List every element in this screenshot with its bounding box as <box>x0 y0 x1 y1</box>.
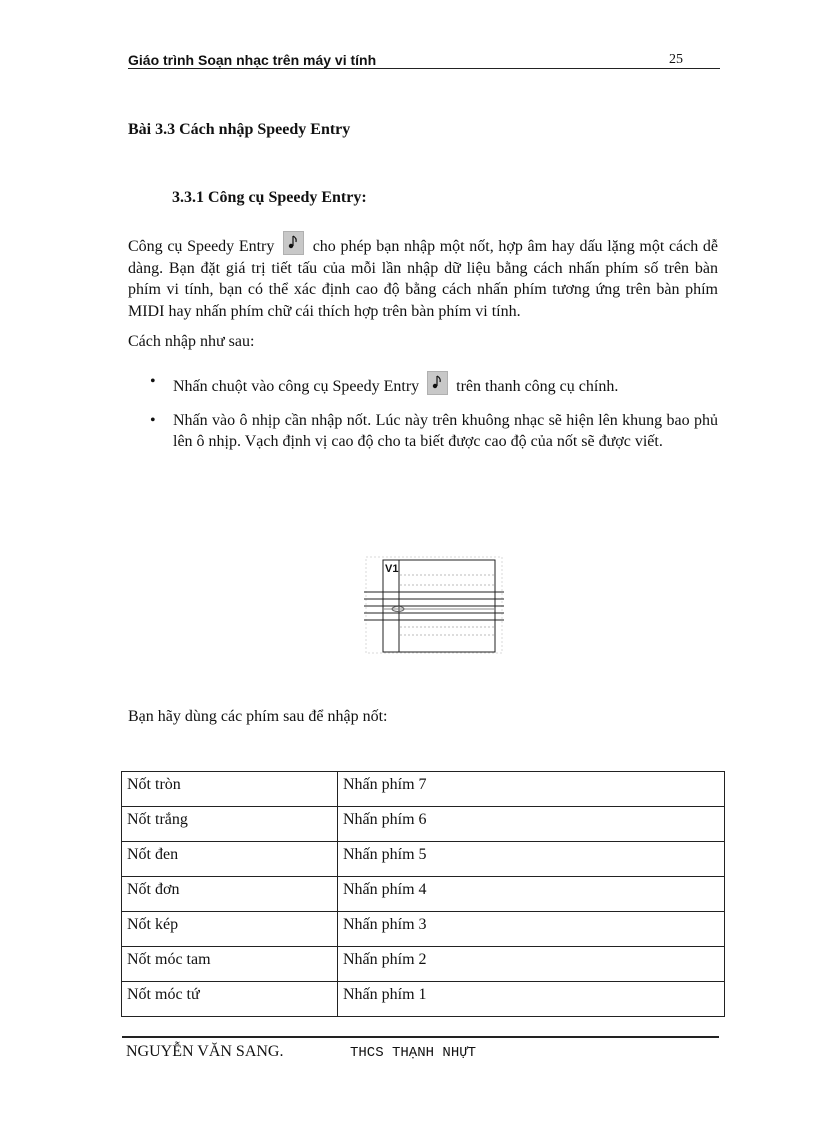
footer-divider <box>122 1036 719 1038</box>
footer-author: NGUYỄN VĂN SANG. <box>126 1043 284 1060</box>
key-cell: Nhấn phím 3 <box>338 912 725 947</box>
footer-school: THCS THẠNH NHỰT <box>350 1045 477 1061</box>
section-title: 3.3.1 Công cụ Speedy Entry: <box>172 189 367 206</box>
note-name-cell: Nốt kép <box>122 912 338 947</box>
step-1-end: trên thanh công cụ chính. <box>456 378 619 395</box>
key-cell: Nhấn phím 1 <box>338 982 725 1017</box>
table-row <box>122 947 725 982</box>
step-2-text: Nhấn vào ô nhịp cần nhập nốt. Lúc này trên khuông nhạc sẽ hiện lên khung bao phủ lên ô nhịp. Vạch định vị cao độ cho ta biết được cao độ của nốt sẽ được viết. <box>173 411 718 450</box>
note-name-cell: Nốt trắng <box>122 807 338 842</box>
note-name-cell: Nốt đen <box>122 842 338 877</box>
list-item <box>150 371 718 398</box>
key-cell: Nhấn phím 4 <box>338 877 725 912</box>
how-to-text: Cách nhập như sau: <box>128 333 255 350</box>
speedy-entry-tool-icon <box>427 371 448 395</box>
table-row <box>122 912 725 947</box>
lesson-title: Bài 3.3 Cách nhập Speedy Entry <box>128 121 351 138</box>
bullet-icon: • <box>150 373 156 390</box>
header-title: Giáo trình Soạn nhạc trên máy vi tính <box>128 52 377 68</box>
note-name-cell: Nốt tròn <box>122 772 338 807</box>
table-row <box>122 982 725 1017</box>
key-cell: Nhấn phím 7 <box>338 772 725 807</box>
step-1-start: Nhấn chuột vào công cụ Speedy Entry <box>173 378 420 395</box>
steps-list <box>150 371 718 453</box>
intro-text-start: Công cụ Speedy Entry <box>128 238 275 255</box>
note-name-cell: Nốt đơn <box>122 877 338 912</box>
list-item <box>150 410 718 453</box>
note-keys-table <box>121 771 725 1017</box>
table-row <box>122 772 725 807</box>
note-name-cell: Nốt móc tam <box>122 947 338 982</box>
intro-paragraph <box>128 231 718 322</box>
keys-intro-text: Bạn hãy dùng các phím sau để nhập nốt: <box>128 708 388 725</box>
table-row <box>122 842 725 877</box>
page-number: 25 <box>669 52 683 67</box>
key-cell: Nhấn phím 5 <box>338 842 725 877</box>
key-cell: Nhấn phím 6 <box>338 807 725 842</box>
speedy-entry-frame-figure <box>364 555 504 655</box>
page-header <box>128 50 720 69</box>
table-row <box>122 807 725 842</box>
bullet-icon: • <box>150 411 156 429</box>
speedy-entry-tool-icon <box>283 231 304 255</box>
table-row <box>122 877 725 912</box>
note-name-cell: Nốt móc tứ <box>122 982 338 1017</box>
key-cell: Nhấn phím 2 <box>338 947 725 982</box>
intro-text-rest: cho phép bạn nhập một nốt, hợp âm hay dấu lặng một cách dễ dàng. Bạn đặt giá trị tiết tấu của mỗi lần nhập dữ liệu bằng cách nhấn phím số trên bàn phím vi tính, bạn có thể xác định cao độ bằng cách nhấn phím tương ứng trên bàn phím MIDI hay nhấn phím chữ cái thích hợp trên bàn phím vi tính. <box>128 238 719 320</box>
voice-label: V1 <box>385 563 399 575</box>
